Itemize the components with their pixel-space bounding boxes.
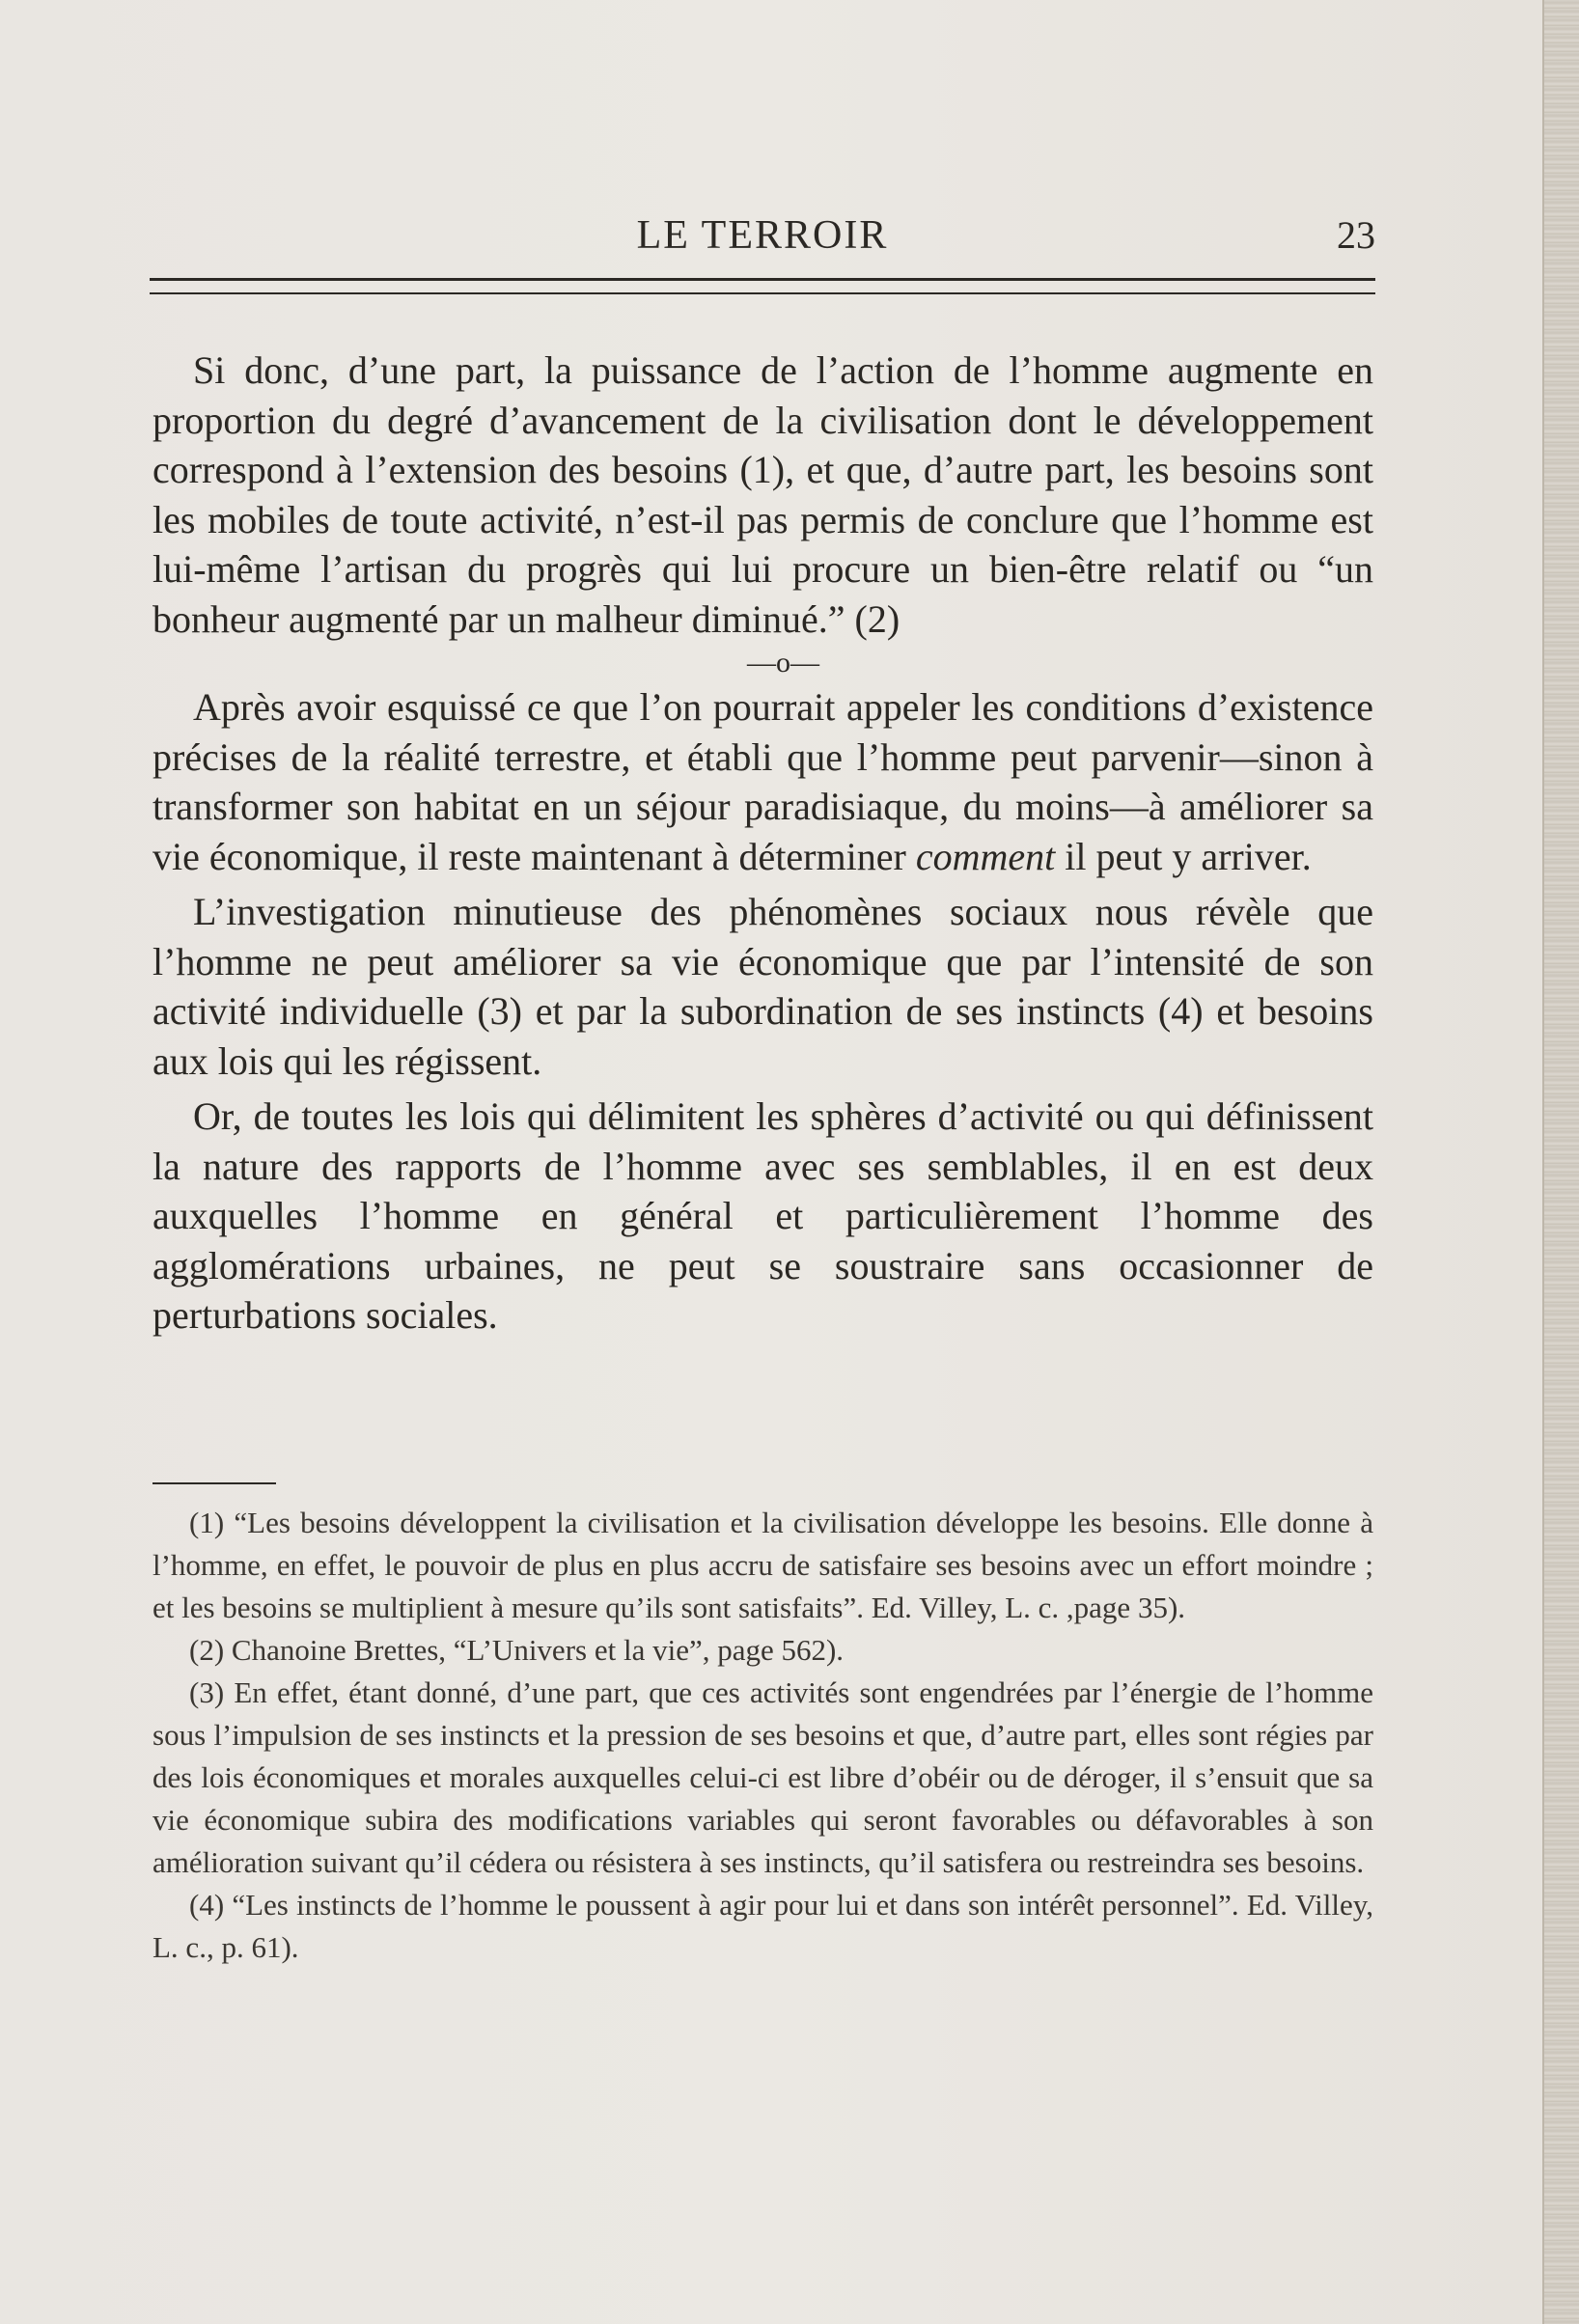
paragraph-2-text-start: Après avoir esquissé ce que l’on pourrait appeler les conditions d’existence précises de la réalité terrestre, et établi que l’homme peut parvenir—sinon à transformer son habitat en un séjour paradisiaque, du moins—à améliorer sa vie économique, il reste maintenant à déterminer [152,685,1373,878]
page-number: 23 [1337,213,1375,257]
paragraph-2 [152,682,1373,881]
running-title: LE TERROIR [636,213,889,258]
footnote-4: (4) “Les instincts de l’homme le poussent à agir pour lui et dans son intérêt personnel”. Ed. Villey, L. c., p. 61). [152,1888,1373,1964]
footnote-1: (1) “Les besoins développent la civilisation et la civilisation développe les besoins. Elle donne à l’homme, en effet, le pouvoir de plus en plus accru de satisfaire ses besoins avec un effort moindre ; et les besoins se multiplient à mesure qu’ils sont satisfaits”. Ed. Villey, L. c. ,page 35). [152,1506,1373,1624]
footnote-rule [152,1482,276,1484]
section-separator: —o— [747,647,819,678]
main-text [152,346,1373,1341]
footnote-2: (2) Chanoine Brettes, “L’Univers et la vie”, page 562). [189,1633,845,1667]
paragraph-3: L’investigation minutieuse des phénomènes sociaux nous révèle que l’homme ne peut améliorer sa vie économique que par l’intensité de son activité individuelle (3) et par la subordination de ses instincts (4) et besoins aux lois qui les régissent. [152,890,1373,1083]
paragraph-2-emphasis: comment [915,834,1056,878]
footnote-3: (3) En effet, étant donné, d’une part, que ces activités sont engendrées par l’énergie de l’homme sous l’impulsion de ses instincts et la pression de ses besoins et que, d’autre part, elles sont régies par des lois économiques et morales auxquelles celui-ci est libre d’obéir ou de déroger, il s’ensuit que sa vie économique subira des modifications variables qui seront favorables ou défavorables à son amélioration suivant qu’il cédera ou résistera à ses instincts, qu’il satisfera ou restreindra ses besoins. [152,1675,1373,1879]
page-edge [1542,0,1579,2324]
footnotes [152,1502,1373,1969]
paragraph-1: Si donc, d’une part, la puissance de l’action de l’homme augmente en proportion du degré d’avancement de la civilisation dont le développement correspond à l’extension des besoins (1), et que, d’autre part, les besoins sont les mobiles de toute activité, n’est-il pas permis de conclure que l’homme est lui-même l’artisan du progrès qui lui procure un bien-être relatif ou “un bonheur augmenté par un malheur diminué.” (2) [152,348,1373,641]
paragraph-4: Or, de toutes les lois qui délimitent les sphères d’activité ou qui définissent la nature des rapports de l’homme avec ses semblables, il en est deux auxquelles l’homme en général et particulièrement l’homme des agglomérations urbaines, ne peut se soustraire sans occasionner de perturbations sociales. [152,1094,1373,1337]
running-head [150,212,1375,270]
paragraph-2-text-end: il peut y arriver. [1055,834,1312,878]
header-double-rule [150,278,1375,294]
